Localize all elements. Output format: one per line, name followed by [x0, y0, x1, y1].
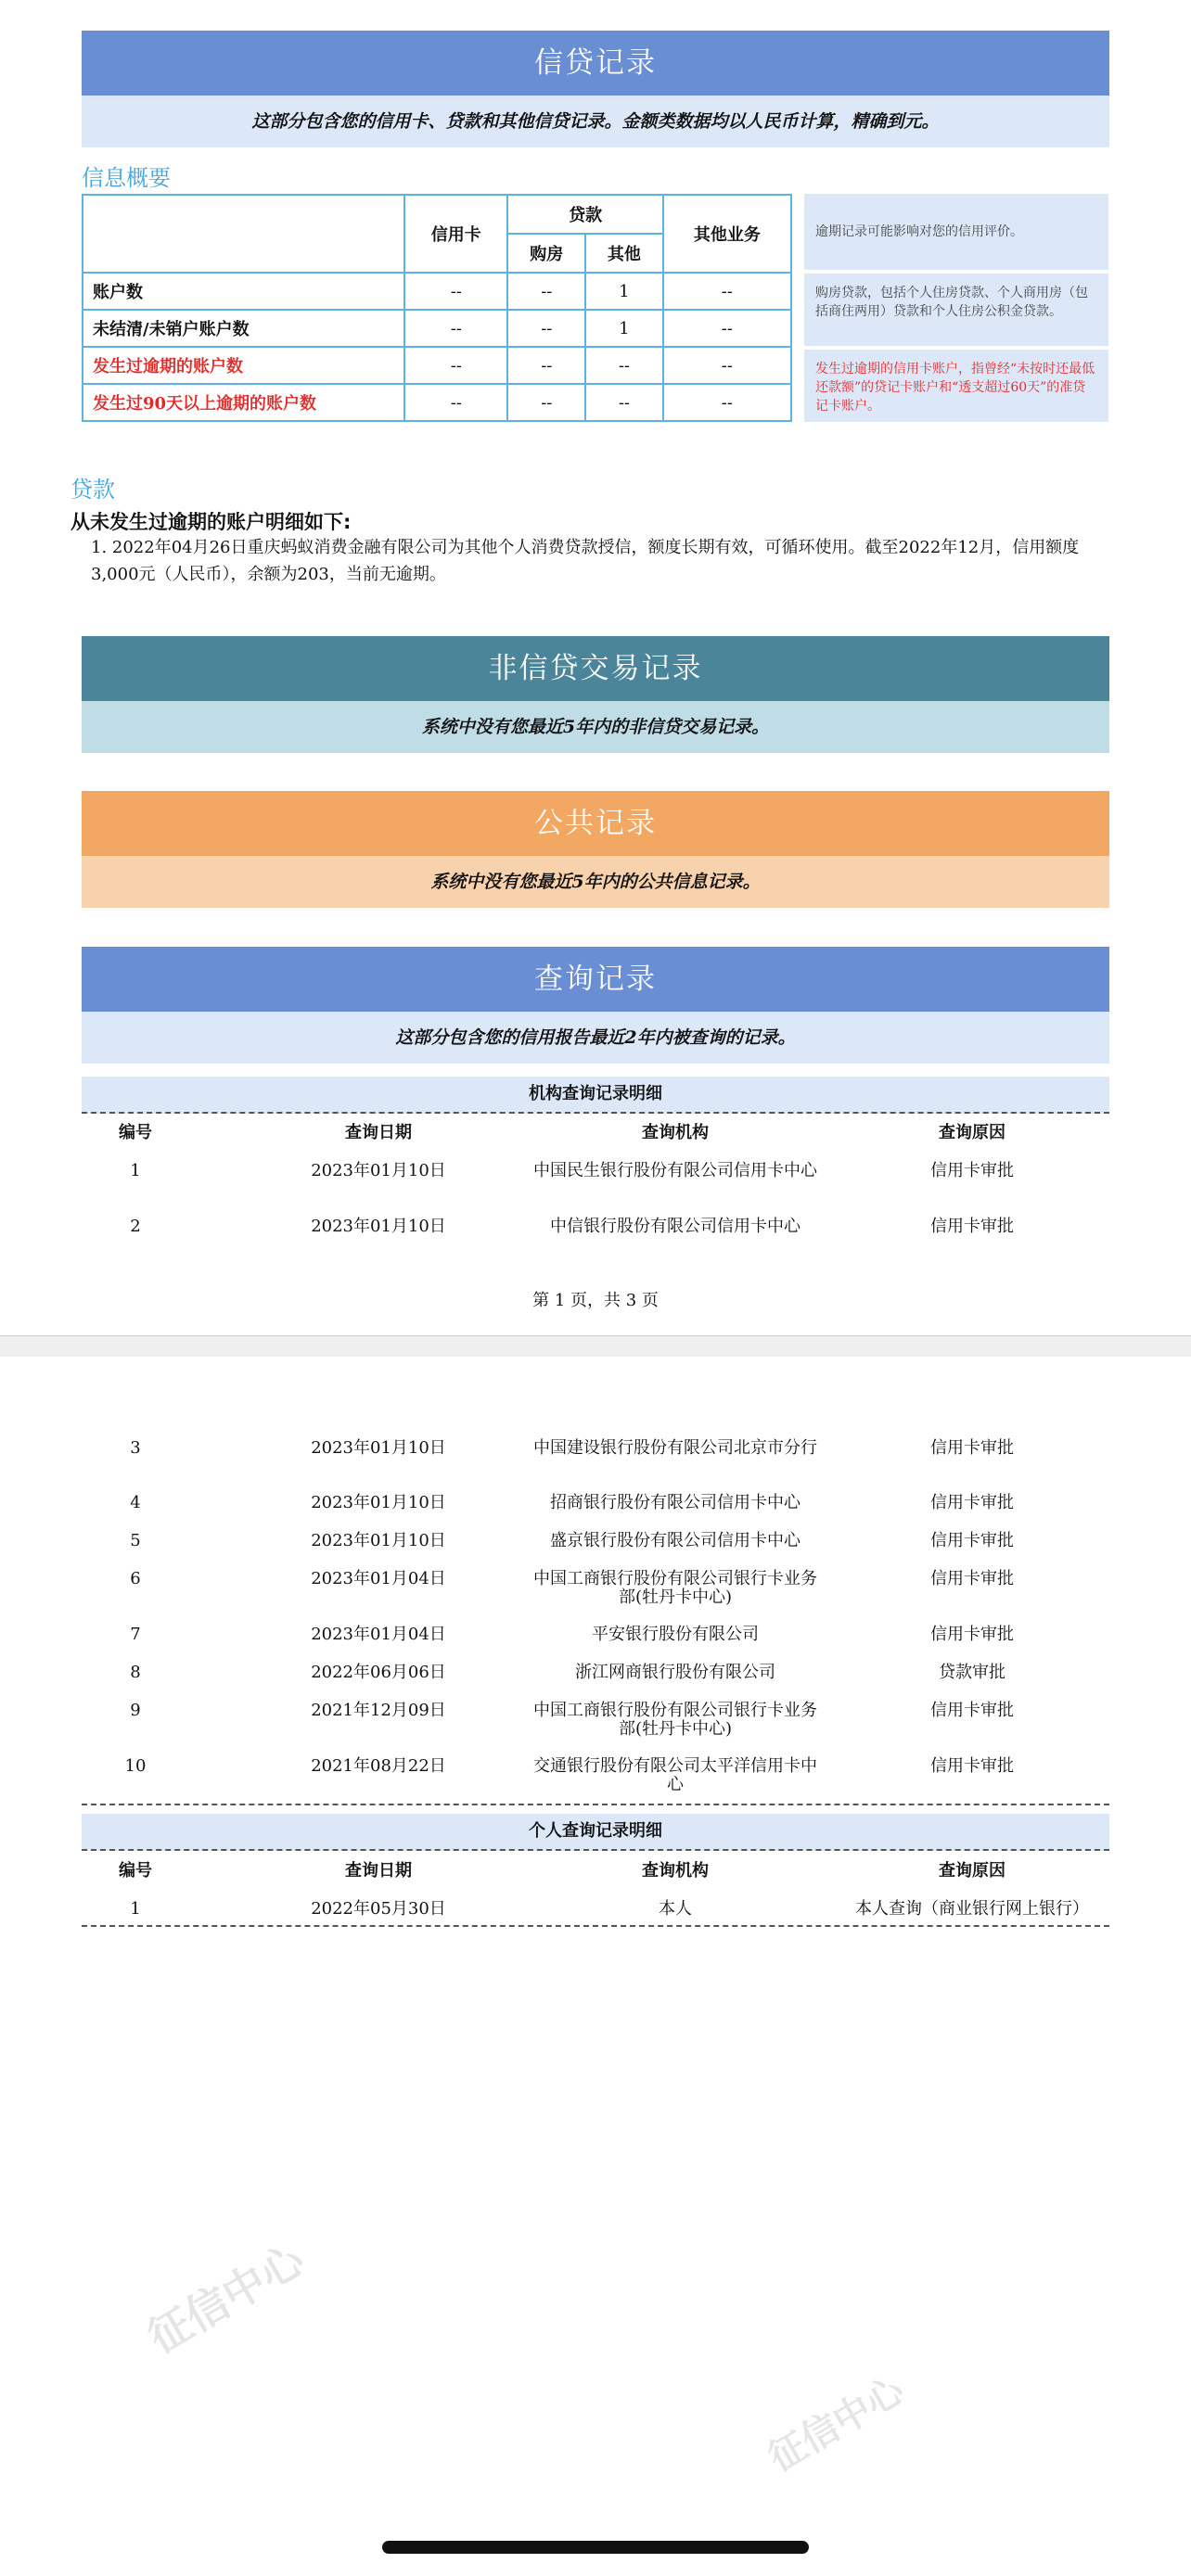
query-number: 8 — [130, 1663, 141, 1682]
query-institution: 中国工商银行股份有限公司银行卡业务部(牡丹卡中心) — [533, 1569, 817, 1607]
query-institution: 招商银行股份有限公司信用卡中心 — [550, 1493, 800, 1512]
query-date: 2023年01月10日 — [311, 1531, 446, 1550]
query-institution: 中国民生银行股份有限公司信用卡中心 — [533, 1161, 817, 1180]
cell-credit-card: -- — [404, 310, 507, 347]
query-date: 2021年12月09日 — [311, 1701, 446, 1720]
header-institution: 查询机构 — [642, 1861, 709, 1881]
query-institution: 中国工商银行股份有限公司银行卡业务部(牡丹卡中心) — [533, 1701, 817, 1739]
cell-credit-card: -- — [404, 273, 507, 310]
overview-row — [83, 347, 791, 384]
credit-section-subtitle: 这部分包含您的信用卡、贷款和其他信贷记录。金额类数据均以人民币计算，精确到元。 — [82, 96, 1109, 147]
non-credit-title: 非信贷交易记录 — [82, 636, 1109, 701]
query-number: 1 — [130, 1899, 141, 1919]
query-number: 4 — [130, 1493, 141, 1512]
query-institution: 交通银行股份有限公司太平洋信用卡中心 — [533, 1756, 817, 1794]
query-number: 5 — [130, 1531, 141, 1550]
header-date: 查询日期 — [345, 1123, 412, 1142]
cell-mortgage: -- — [507, 384, 585, 421]
query-reason: 信用卡审批 — [930, 1217, 1014, 1236]
page-separator — [0, 1335, 1191, 1358]
header-reason: 查询原因 — [939, 1861, 1005, 1881]
cell-other: -- — [585, 347, 663, 384]
divider — [82, 1804, 1109, 1805]
header-reason: 查询原因 — [939, 1123, 1005, 1142]
cell-other-business: -- — [663, 384, 791, 421]
query-number: 7 — [130, 1625, 141, 1644]
note-overdue-impact: 逾期记录可能影响对您的信用评价。 — [804, 194, 1108, 270]
page-number: 第 1 页，共 3 页 — [532, 1291, 659, 1310]
query-date: 2022年05月30日 — [311, 1899, 446, 1919]
query-date: 2023年01月10日 — [311, 1493, 446, 1512]
cell-credit-card: -- — [404, 347, 507, 384]
query-reason: 贷款审批 — [939, 1663, 1005, 1682]
cell-mortgage: -- — [507, 310, 585, 347]
cell-other: -- — [585, 384, 663, 421]
query-section-subtitle: 这部分包含您的信用报告最近2年内被查询的记录。 — [82, 1012, 1109, 1064]
header-other: 其他 — [585, 234, 663, 273]
query-institution: 平安银行股份有限公司 — [592, 1625, 759, 1644]
header-loan: 贷款 — [507, 195, 662, 234]
query-reason: 本人查询（商业银行网上银行） — [855, 1899, 1089, 1919]
query-date: 2021年08月22日 — [311, 1756, 446, 1776]
query-reason: 信用卡审批 — [930, 1161, 1014, 1180]
overview-corner-cell — [83, 195, 404, 273]
query-reason: 信用卡审批 — [930, 1438, 1014, 1458]
header-credit-card: 信用卡 — [404, 195, 507, 273]
cell-mortgage: -- — [507, 273, 585, 310]
institution-query-title: 机构查询记录明细 — [82, 1077, 1109, 1114]
loan-section-title: 贷款 — [70, 477, 115, 503]
query-date: 2023年01月10日 — [311, 1438, 446, 1458]
row-label: 未结清/未销户账户数 — [83, 310, 404, 347]
public-record-subtitle: 系统中没有您最近5年内的公共信息记录。 — [82, 856, 1109, 908]
header-other-business: 其他业务 — [663, 195, 791, 273]
credit-section-title: 信贷记录 — [82, 31, 1109, 96]
query-institution: 中国建设银行股份有限公司北京市分行 — [533, 1438, 817, 1458]
overview-row — [83, 310, 791, 347]
query-institution: 盛京银行股份有限公司信用卡中心 — [550, 1531, 800, 1550]
note-mortgage-definition: 购房贷款，包括个人住房贷款、个人商用房（包括商住两用）贷款和个人住房公积金贷款。 — [804, 274, 1108, 346]
query-number: 10 — [124, 1756, 147, 1776]
overview-table — [82, 194, 792, 422]
watermark-text: 征信中心 — [139, 2234, 313, 2363]
report-page-2 — [0, 1357, 1191, 2576]
row-label: 账户数 — [83, 273, 404, 310]
query-reason: 信用卡审批 — [930, 1701, 1014, 1720]
header-date: 查询日期 — [345, 1861, 412, 1881]
cell-mortgage: -- — [507, 347, 585, 384]
query-number: 9 — [130, 1701, 141, 1720]
query-date: 2022年06月06日 — [311, 1663, 446, 1682]
overview-title: 信息概要 — [82, 165, 171, 191]
query-reason: 信用卡审批 — [930, 1569, 1014, 1588]
query-number: 1 — [130, 1161, 141, 1180]
header-mortgage: 购房 — [507, 234, 585, 273]
row-label: 发生过逾期的账户数 — [83, 347, 404, 384]
query-institution: 本人 — [659, 1899, 692, 1919]
query-section-title: 查询记录 — [82, 947, 1109, 1012]
query-date: 2023年01月04日 — [311, 1625, 446, 1644]
row-label: 发生过90天以上逾期的账户数 — [83, 384, 404, 421]
public-record-title: 公共记录 — [82, 791, 1109, 856]
header-number: 编号 — [119, 1123, 152, 1142]
query-date: 2023年01月10日 — [311, 1161, 446, 1180]
query-institution: 浙江网商银行股份有限公司 — [575, 1663, 775, 1682]
query-number: 3 — [130, 1438, 141, 1458]
query-number: 6 — [130, 1569, 141, 1588]
cell-other: 1 — [585, 273, 663, 310]
query-reason: 信用卡审批 — [930, 1531, 1014, 1550]
query-reason: 信用卡审批 — [930, 1493, 1014, 1512]
loan-detail-heading: 从未发生过逾期的账户明细如下: — [70, 511, 352, 533]
loan-account-item: 1. 2022年04月26日重庆蚂蚁消费金融有限公司为其他个人消费贷款授信，额度长期有效，可循环使用。截至2022年12月，信用额度3,000元（人民币），余额为203，当前无逾期。 — [91, 538, 1080, 584]
cell-credit-card: -- — [404, 384, 507, 421]
non-credit-subtitle: 系统中没有您最近5年内的非信贷交易记录。 — [82, 701, 1109, 753]
overview-row — [83, 273, 791, 310]
cell-other: 1 — [585, 310, 663, 347]
query-reason: 信用卡审批 — [930, 1756, 1014, 1776]
cell-other-business: -- — [663, 347, 791, 384]
cell-other-business: -- — [663, 273, 791, 310]
watermark-text: 征信中心 — [761, 2367, 912, 2480]
overview-row — [83, 384, 791, 421]
divider — [82, 1925, 1109, 1927]
home-indicator[interactable] — [382, 2541, 809, 2554]
header-institution: 查询机构 — [642, 1123, 709, 1142]
query-institution: 中信银行股份有限公司信用卡中心 — [550, 1217, 800, 1236]
query-date: 2023年01月10日 — [311, 1217, 446, 1236]
query-number: 2 — [130, 1217, 141, 1236]
query-reason: 信用卡审批 — [930, 1625, 1014, 1644]
header-number: 编号 — [119, 1861, 152, 1881]
overview-notes — [804, 194, 1108, 426]
note-overdue-definition: 发生过逾期的信用卡账户，指曾经“未按时还最低还款额”的贷记卡账户和“透支超过60天”的准贷记卡账户。 — [804, 350, 1108, 422]
cell-other-business: -- — [663, 310, 791, 347]
personal-query-title: 个人查询记录明细 — [82, 1814, 1109, 1851]
query-date: 2023年01月04日 — [311, 1569, 446, 1588]
